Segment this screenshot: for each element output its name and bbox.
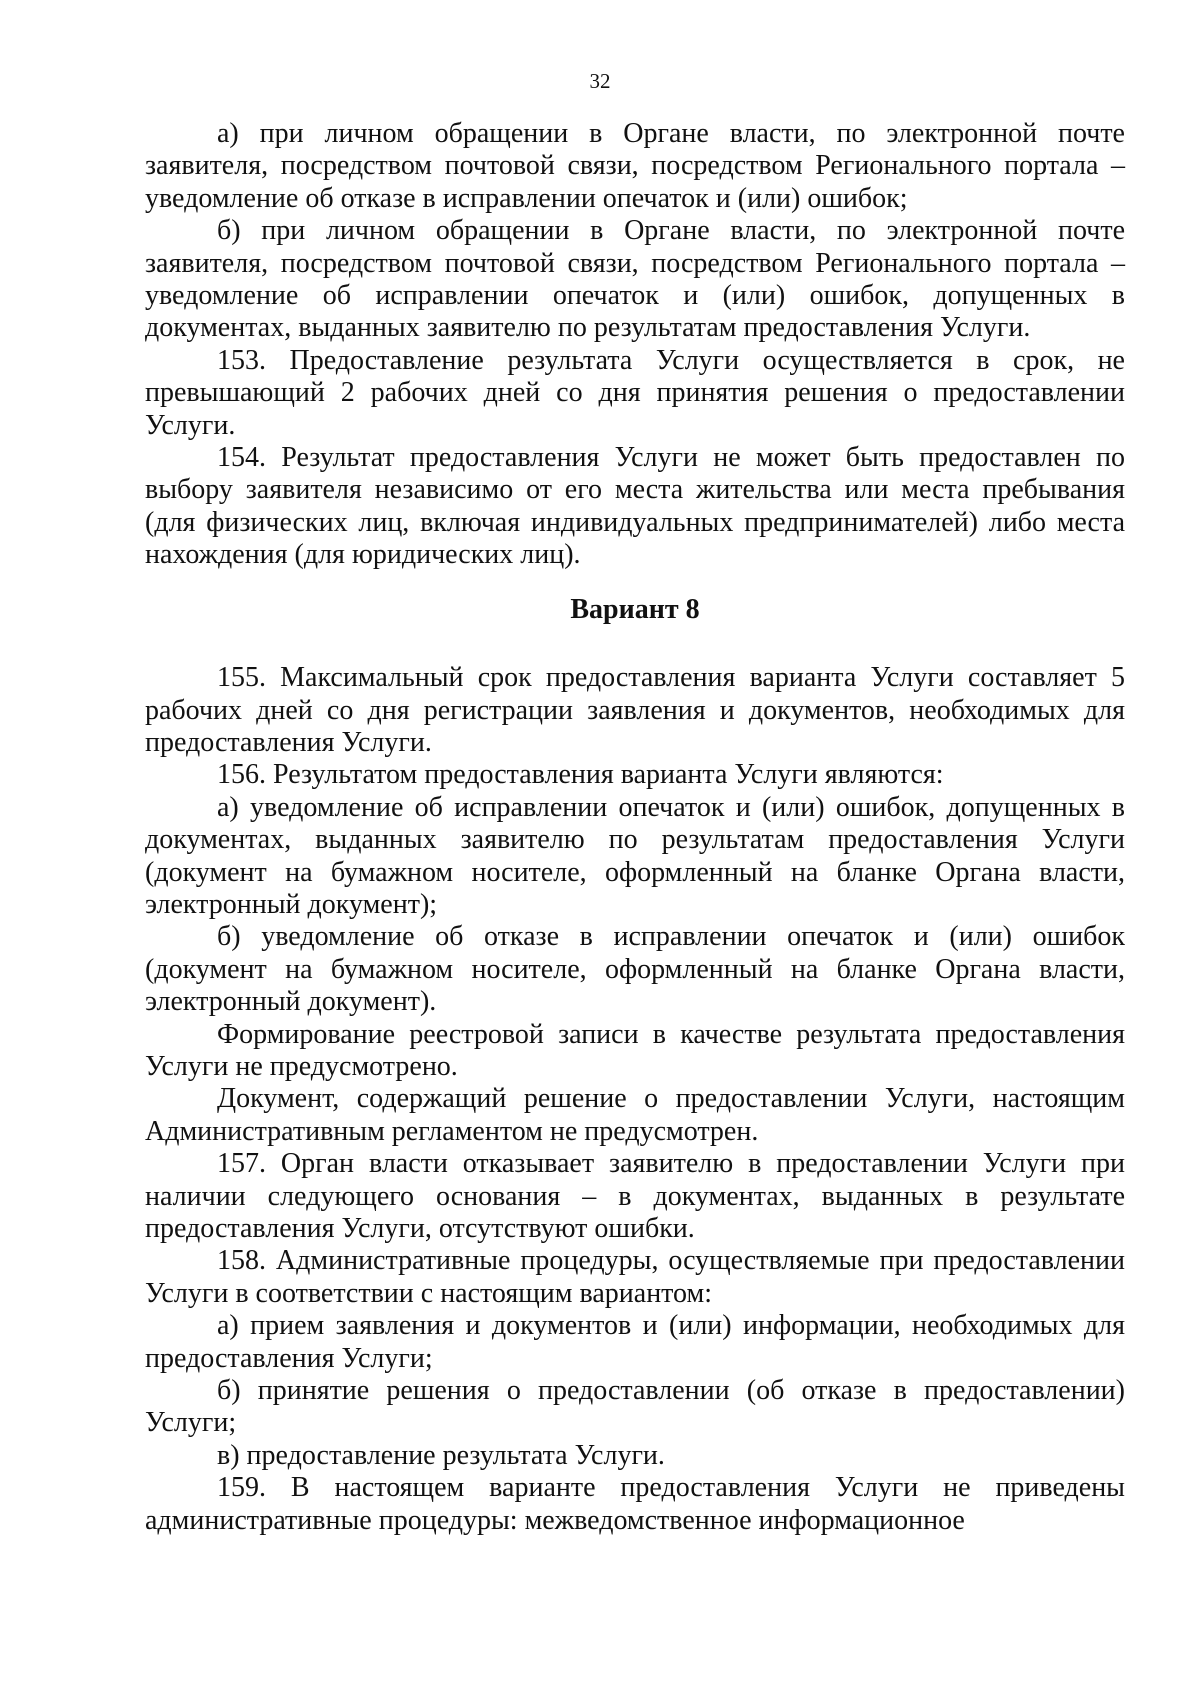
paragraph-156: 156. Результатом предоставления варианта Услуги являются:: [217, 759, 944, 791]
paragraph-158-b: б) принятие решения о предоставлении (об отказе в предоставлении) Услуги;: [145, 1375, 1125, 1439]
paragraph-158-a: а) прием заявления и документов и (или) информации, необходимых для предоставления Услуги;: [145, 1310, 1125, 1374]
paragraph-155: 155. Максимальный срок предоставления варианта Услуги составляет 5 рабочих дней со дня регистрации заявления и документов, необходимых для предоставления Услуги.: [145, 662, 1125, 758]
paragraph-decision-document: Документ, содержащий решение о предоставлении Услуги, настоящим Административным регламентом не предусмотрен.: [145, 1083, 1125, 1147]
paragraph-154: 154. Результат предоставления Услуги не может быть предоставлен по выбору заявителя независимо от его места жительства или места пребывания (для физических лиц, включая индивидуальных предпринимателей) либо места нахождения (для юридических лиц).: [145, 442, 1125, 571]
paragraph-registry-record: Формирование реестровой записи в качестве результата предоставления Услуги не предусмотрено.: [145, 1018, 1125, 1082]
paragraph-156-a: а) уведомление об исправлении опечаток и (или) ошибок, допущенных в документах, выданных заявителю по результатам предоставления Услуги (документ на бумажном носителе, оформленный на бланке Органа власти, электронный документ);: [145, 791, 1125, 920]
paragraph-158: 158. Административные процедуры, осуществляемые при предоставлении Услуги в соответствии с настоящим вариантом:: [145, 1245, 1125, 1309]
paragraph-b-correction-notice: б) при личном обращении в Органе власти, по электронной почте заявителя, посредством почтовой связи, посредством Регионального портала – уведомление об исправлении опечаток и (или) ошибок, допущенных в документах, выданных заявителю по результатам предоставления Услуги.: [145, 215, 1125, 344]
paragraph-a-refusal-notice: а) при личном обращении в Органе власти, по электронной почте заявителя, посредством почтовой связи, посредством Регионального портала – уведомление об отказе в исправлении опечаток и (или) ошибок;: [145, 118, 1125, 214]
page-number: 32: [589, 69, 611, 93]
paragraph-158-v: в) предоставление результата Услуги.: [217, 1439, 665, 1471]
paragraph-153: 153. Предоставление результата Услуги осуществляется в срок, не превышающий 2 рабочих дней со дня принятия решения о предоставлении Услуги.: [145, 344, 1125, 441]
section-heading: Вариант 8: [570, 593, 700, 625]
document-body: [145, 118, 1125, 1537]
paragraph-159: 159. В настоящем варианте предоставления Услуги не приведены административные процедуры: межведомственное информационное: [145, 1472, 1125, 1536]
paragraph-157: 157. Орган власти отказывает заявителю в предоставлении Услуги при наличии следующего основания – в документах, выданных в результате предоставления Услуги, отсутствуют ошибки.: [145, 1148, 1125, 1244]
paragraph-156-b: б) уведомление об отказе в исправлении опечаток и (или) ошибок (документ на бумажном носителе, оформленный на бланке Органа власти, электронный документ).: [145, 921, 1125, 1018]
